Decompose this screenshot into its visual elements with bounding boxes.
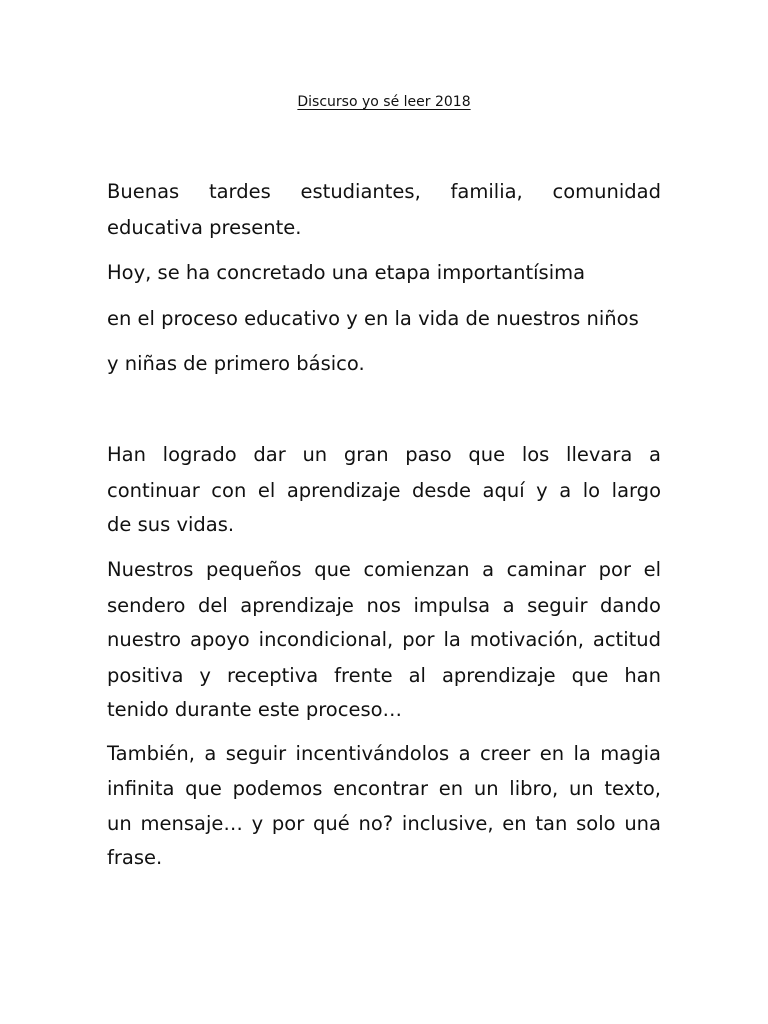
paragraph-line: un mensaje… y por qué no? inclusive, en tan solo una [107, 812, 661, 835]
paragraph-line: Hoy, se ha concretado una etapa importantísima [107, 261, 586, 284]
document-title: Discurso yo sé leer 2018 [297, 94, 471, 110]
paragraph-line: positiva y receptiva frente al aprendizaje que han [107, 664, 661, 687]
paragraph-line: Han logrado dar un gran paso que los llevara a [107, 443, 661, 466]
paragraph-line: y niñas de primero básico. [107, 352, 365, 375]
paragraph-line: educativa presente. [107, 216, 302, 239]
paragraph-line: frase. [107, 846, 163, 869]
paragraph-line: en el proceso educativo y en la vida de nuestros niños [107, 307, 639, 330]
document-title-container [0, 92, 768, 112]
paragraph-line: Nuestros pequeños que comienzan a caminar por el [107, 558, 661, 581]
paragraph-line: sendero del aprendizaje nos impulsa a seguir dando [107, 594, 661, 617]
paragraph-line: Buenas tardes estudiantes, familia, comunidad [107, 180, 661, 203]
paragraph-line: También, a seguir incentivándolos a creer en la magia [107, 742, 661, 765]
paragraph-line: nuestro apoyo incondicional, por la motivación, actitud [107, 628, 661, 651]
paragraph-line: tenido durante este proceso… [107, 698, 403, 721]
paragraph-line: infinita que podemos encontrar en un libro, un texto, [107, 777, 661, 800]
paragraph-line: de sus vidas. [107, 513, 235, 536]
paragraph-line: continuar con el aprendizaje desde aquí y a lo largo [107, 479, 661, 502]
